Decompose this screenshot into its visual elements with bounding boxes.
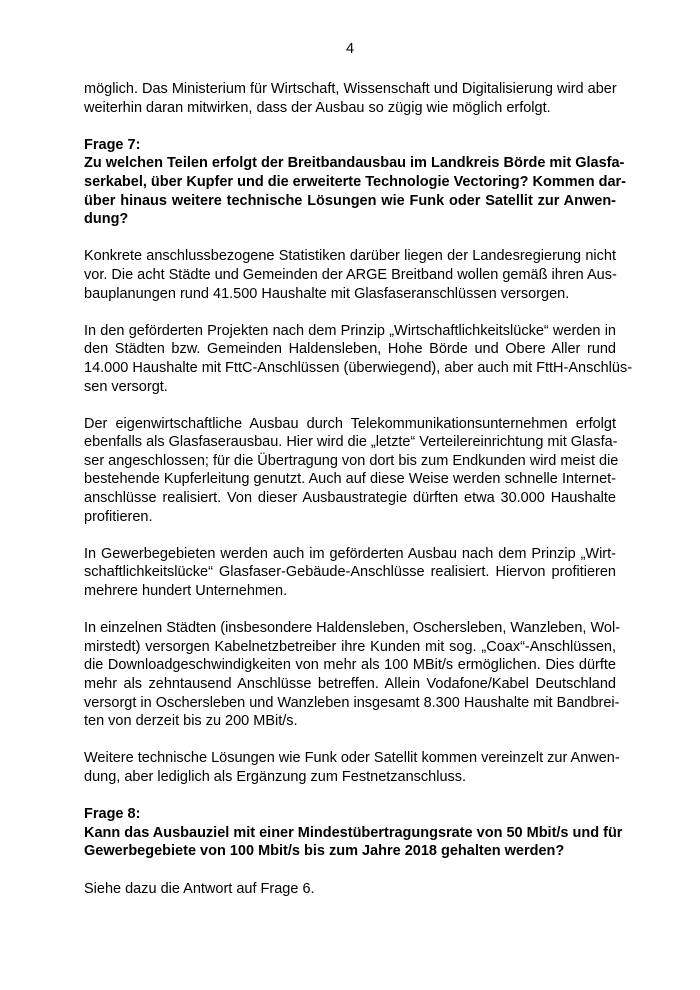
paragraph (84, 80, 616, 117)
paragraph-line: In Gewerbegebieten werden auch im geförderten Ausbau nach dem Prinzip „Wirt- (84, 545, 616, 562)
paragraph-line: weiterhin daran mitwirken, dass der Ausbau so zügig wie möglich erfolgt. (84, 99, 551, 116)
paragraph (84, 880, 616, 899)
paragraph-line: schaftlichkeitslücke“ Glasfaser-Gebäude-Anschlüsse realisiert. Hiervon profitieren (84, 564, 616, 581)
document-body (84, 80, 633, 917)
paragraph-line: Siehe dazu die Antwort auf Frage 6. (84, 880, 315, 897)
paragraph-line: Der eigenwirtschaftliche Ausbau durch Telekommunikationsunternehmen erfolgt (84, 415, 616, 432)
paragraph-line: 14.000 Haushalte mit FttC-Anschlüssen (überwiegend), aber auch mit FttH-Anschlüs- (84, 359, 633, 376)
paragraph-line: möglich. Das Ministerium für Wirtschaft, Wissenschaft und Digitalisierung wird aber (84, 81, 617, 97)
paragraph-line: die Downloadgeschwindigkeiten von mehr als 100 MBit/s ermöglichen. Dies dürfte (84, 657, 616, 674)
paragraph-line: vor. Die acht Städte und Gemeinden der ARGE Breitband wollen gemäß ihren Aus- (84, 266, 617, 283)
paragraph (84, 619, 621, 731)
paragraph-line: ser angeschlossen; für die Übertragung von dort bis zum Endkunden wird meist die (84, 452, 619, 469)
paragraph-line: bestehende Kupferleitung genutzt. Auch auf diese Weise werden schnelle Internet- (84, 471, 616, 488)
paragraph-line: sen versorgt. (84, 378, 168, 395)
question-text-line: dung? (84, 211, 129, 228)
question-text-line: über hinaus weitere technische Lösungen wie Funk oder Satellit zur Anwen- (84, 192, 616, 209)
question-block (84, 136, 626, 229)
paragraph-line: Weitere technische Lösungen wie Funk oder Satellit kommen vereinzelt zur Anwen- (84, 750, 620, 767)
paragraph-line: mirstedt) versorgen Kabelnetzbetreiber ihre Kunden mit sog. „Coax“-Anschlüssen, (84, 638, 616, 655)
paragraph-line: mehrere hundert Unternehmen. (84, 583, 288, 600)
paragraph-line: anschlüsse realisiert. Von dieser Ausbaustrategie dürften etwa 30.000 Haushalte (84, 490, 616, 507)
paragraph-line: versorgt in Oschersleben und Wanzleben insgesamt 8.300 Haushalte mit Bandbrei- (84, 694, 620, 711)
paragraph (84, 749, 620, 786)
paragraph-line: den Städten bzw. Gemeinden Haldensleben, Hohe Börde und Obere Aller rund (84, 341, 616, 358)
question-text-line: Gewerbegebiete von 100 Mbit/s bis zum Jahre 2018 gehalten werden? (84, 843, 565, 860)
paragraph-line: mehr als zehntausend Anschlüsse betreffen. Allein Vodafone/Kabel Deutschland (84, 676, 616, 692)
paragraph (84, 247, 616, 303)
paragraph-line: Konkrete anschlussbezogene Statistiken darüber liegen der Landesregierung nicht (84, 248, 616, 265)
page-number: 4 (345, 41, 355, 57)
paragraph-line: In den geförderten Projekten nach dem Prinzip „Wirtschaftlichkeitslücke“ werden in (84, 322, 616, 339)
paragraph-line: In einzelnen Städten (insbesondere Haldensleben, Oschersleben, Wanzleben, Wol- (84, 620, 621, 637)
question-block (84, 805, 623, 861)
question-label: Frage 7: (84, 136, 141, 153)
paragraph (84, 545, 616, 601)
question-text-line: Kann das Ausbauziel mit einer Mindestübertragungsrate von 50 Mbit/s und für (84, 824, 623, 841)
question-text-line: serkabel, über Kupfer und die erweiterte Technologie Vectoring? Kommen dar- (84, 173, 626, 190)
question-text-line: Zu welchen Teilen erfolgt der Breitbandausbau im Landkreis Börde mit Glasfa- (84, 155, 625, 172)
paragraph-line: bauplanungen rund 41.500 Haushalte mit Glasfaseranschlüssen versorgen. (84, 285, 570, 302)
paragraph-line: dung, aber lediglich als Ergänzung zum Festnetzanschluss. (84, 768, 467, 785)
paragraph (84, 415, 619, 527)
question-label: Frage 8: (84, 806, 141, 823)
paragraph-line: ebenfalls als Glasfaserausbau. Hier wird die „letzte“ Verteilereinrichtung mit Glasfa- (84, 434, 618, 451)
paragraph (84, 322, 633, 396)
paragraph-line: profitieren. (84, 508, 153, 525)
paragraph-line: ten von derzeit bis zu 200 MBit/s. (84, 713, 298, 730)
